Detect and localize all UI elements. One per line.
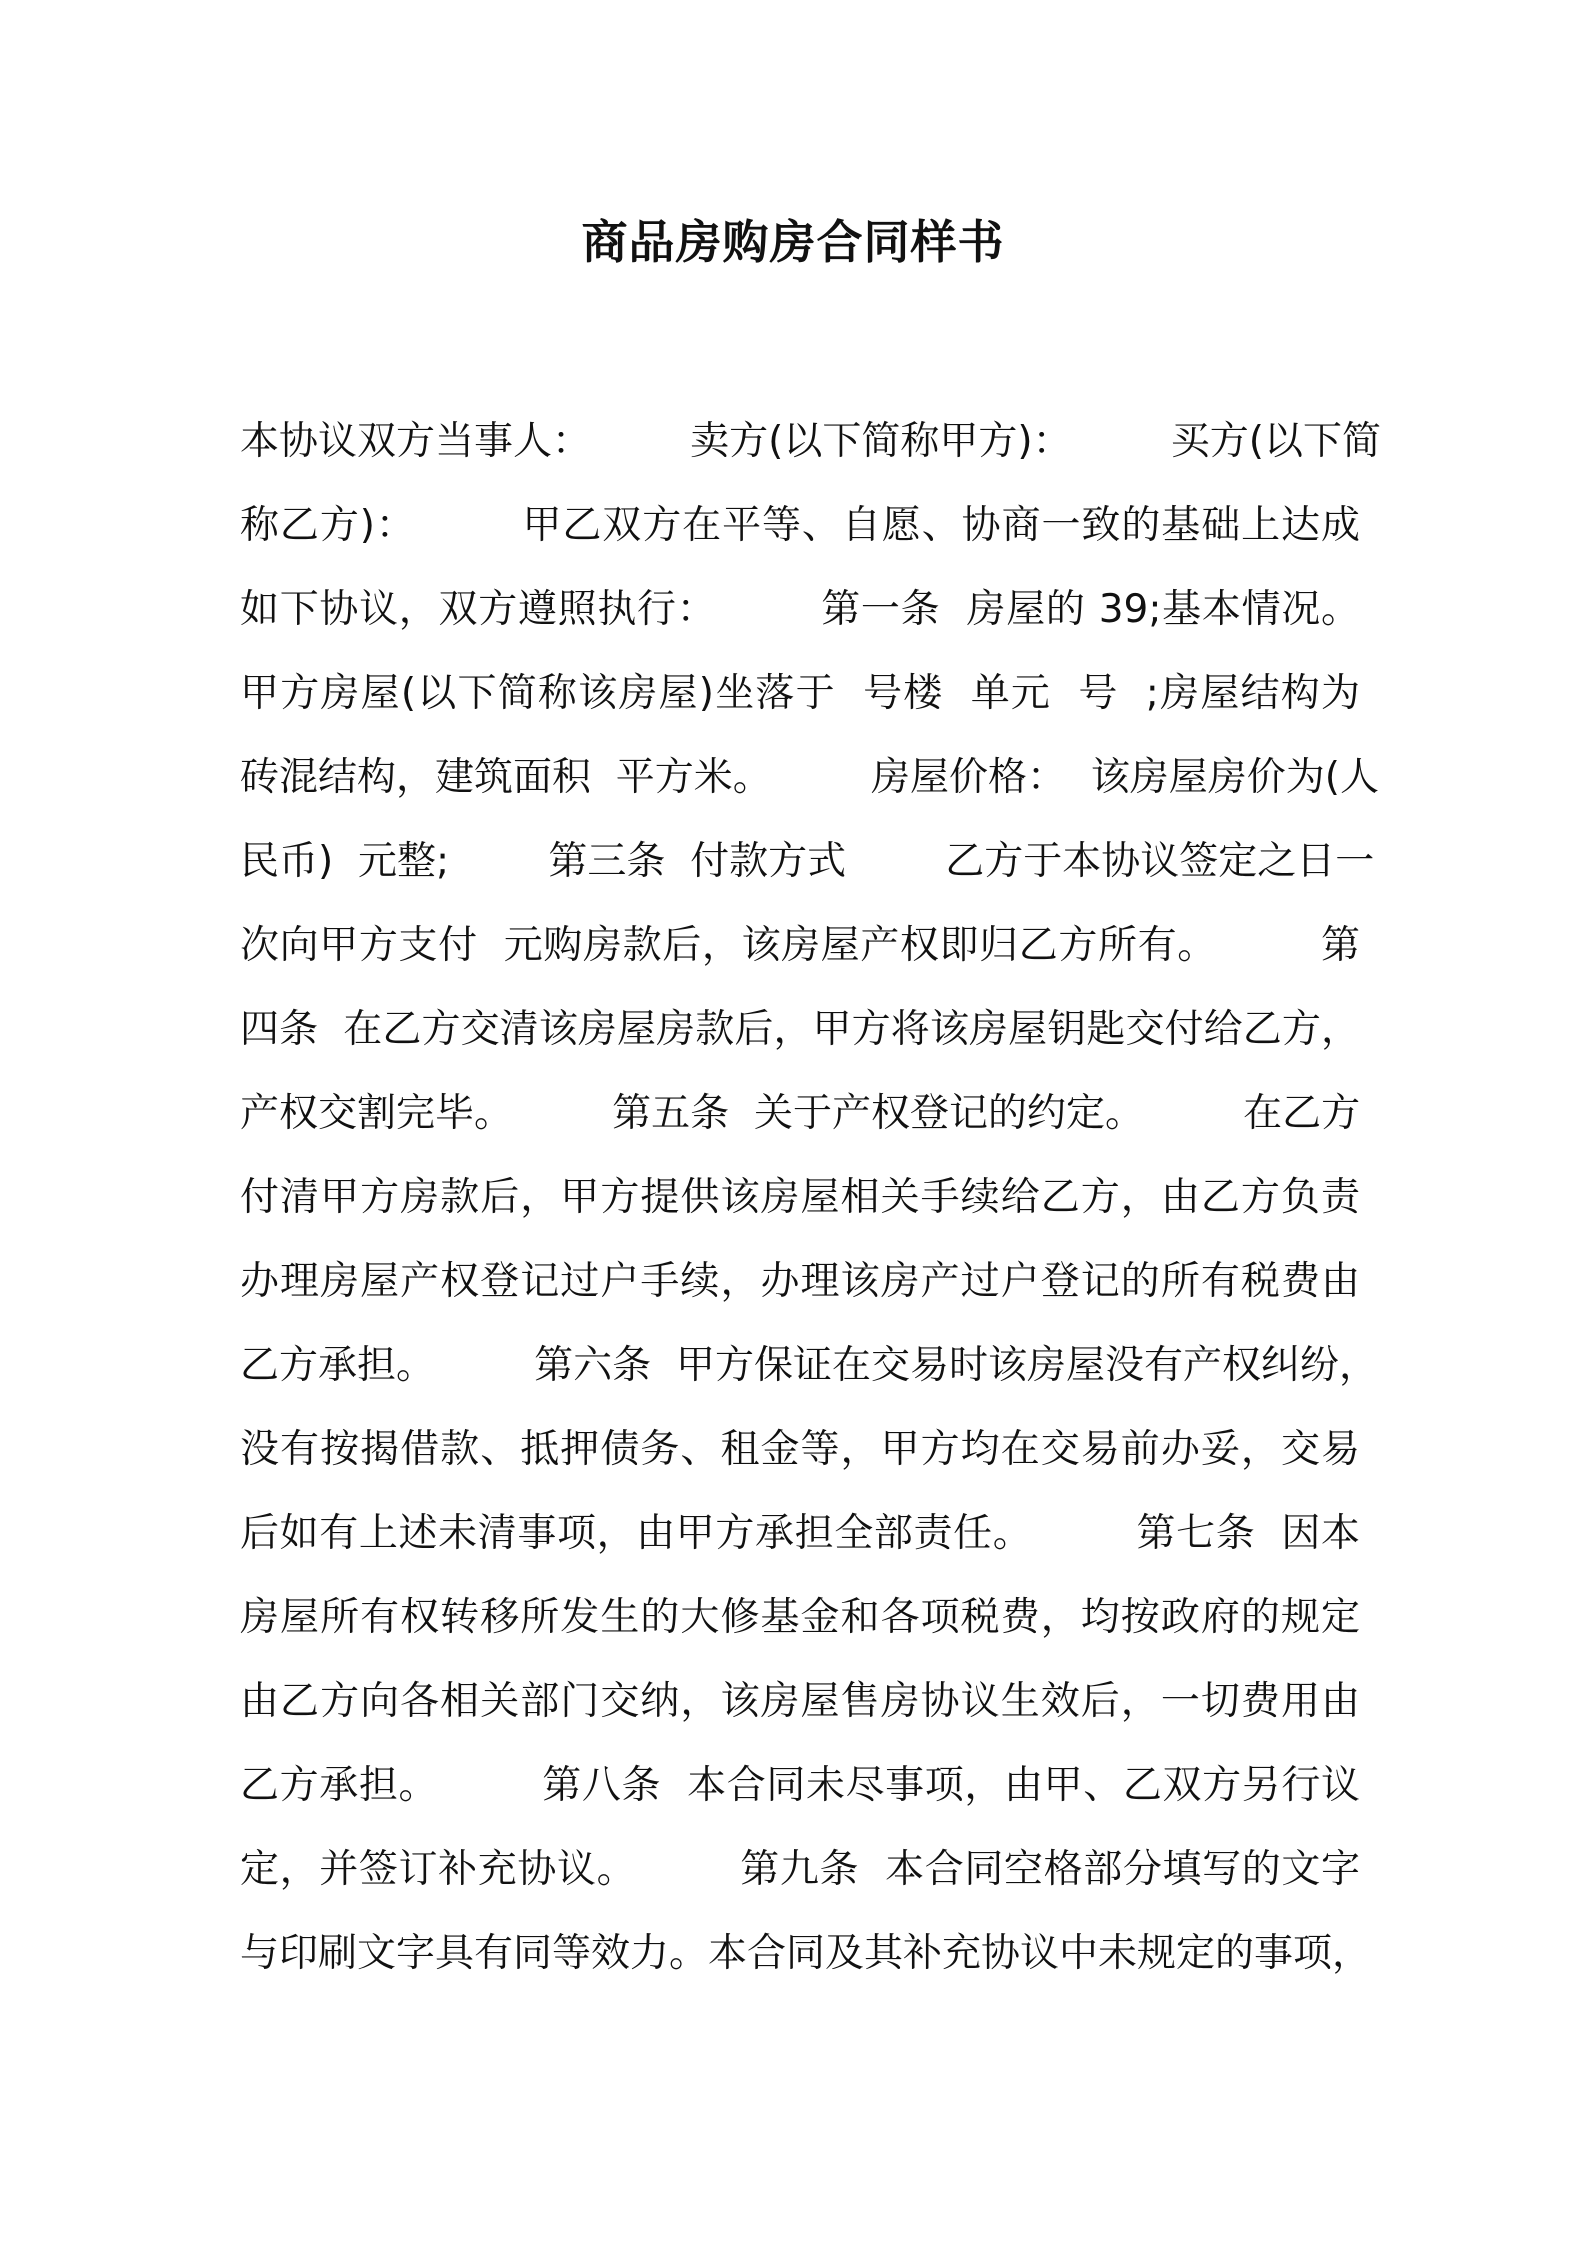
contract-body — [240, 400, 1381, 1996]
contract-line: 如下协议，双方遵照执行： 第一条 房屋的 39;基本情况。 — [240, 587, 1360, 632]
contract-line: 四条 在乙方交清该房屋房款后，甲方将该房屋钥匙交付给乙方， — [240, 1007, 1360, 1052]
contract-line: 房屋所有权转移所发生的大修基金和各项税费，均按政府的规定 — [240, 1595, 1360, 1640]
contract-line: 称乙方)： 甲乙双方在平等、自愿、协商一致的基础上达成 — [240, 503, 1360, 548]
contract-line: 次向甲方支付 元购房款后，该房屋产权即归乙方所有。 第 — [240, 923, 1360, 968]
contract-line: 与印刷文字具有同等效力。本合同及其补充协议中未规定的事项， — [240, 1931, 1372, 1976]
contract-line: 后如有上述未清事项，由甲方承担全部责任。 第七条 因本 — [240, 1511, 1360, 1556]
contract-line: 本协议双方当事人： 卖方(以下简称甲方)： 买方(以下简 — [240, 419, 1381, 464]
contract-line: 定，并签订补充协议。 第九条 本合同空格部分填写的文字 — [240, 1847, 1360, 1892]
contract-line: 没有按揭借款、抵押债务、租金等，甲方均在交易前办妥，交易 — [240, 1427, 1360, 1472]
page-title: 商品房购房合同样书 — [581, 215, 1005, 269]
contract-line: 民币) 元整; 第三条 付款方式 乙方于本协议签定之日一 — [240, 839, 1375, 884]
contract-line: 甲方房屋(以下简称该房屋)坐落于 号楼 单元 号 ;房屋结构为 — [240, 671, 1360, 716]
contract-line: 砖混结构，建筑面积 平方米。 房屋价格： 该房屋房价为(人 — [240, 755, 1379, 800]
contract-line: 由乙方向各相关部门交纳，该房屋售房协议生效后，一切费用由 — [240, 1679, 1360, 1724]
contract-line: 办理房屋产权登记过户手续，办理该房产过户登记的所有税费由 — [240, 1259, 1360, 1304]
contract-line: 乙方承担。 第六条 甲方保证在交易时该房屋没有产权纠纷， — [240, 1343, 1378, 1388]
contract-line: 产权交割完毕。 第五条 关于产权登记的约定。 在乙方 — [240, 1091, 1361, 1136]
contract-line: 付清甲方房款后，甲方提供该房屋相关手续给乙方，由乙方负责 — [240, 1175, 1360, 1220]
contract-line: 乙方承担。 第八条 本合同未尽事项，由甲、乙双方另行议 — [240, 1763, 1360, 1808]
